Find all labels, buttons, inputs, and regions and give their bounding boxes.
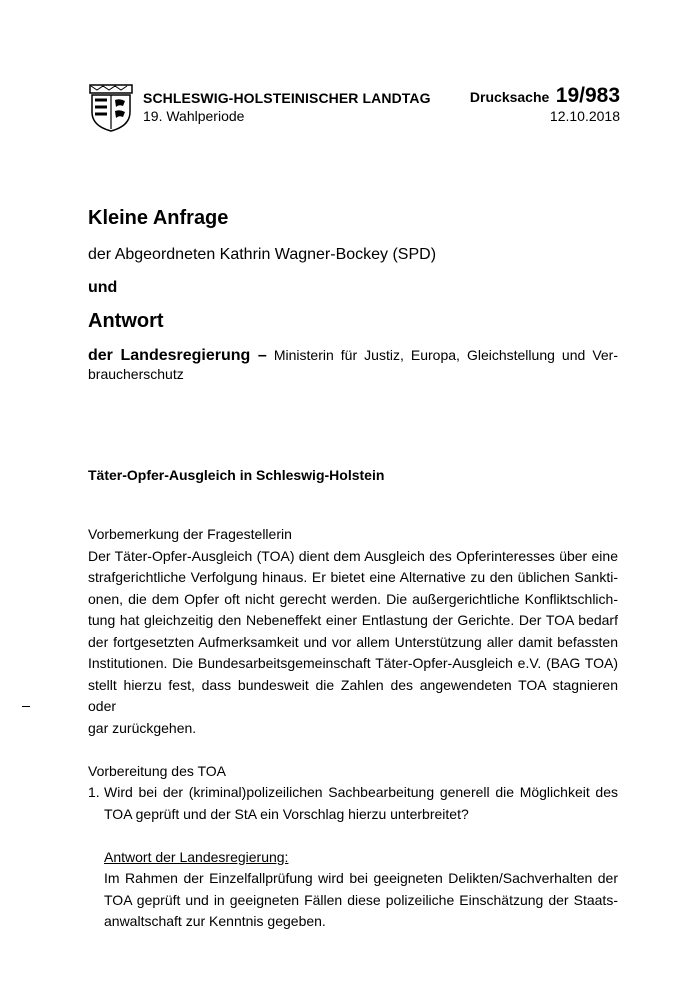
question-number: 1. <box>88 784 100 800</box>
coat-of-arms-icon <box>89 84 133 132</box>
section-heading: Vorbereitung des TOA <box>88 762 227 779</box>
antwort-heading: Antwort <box>88 310 164 332</box>
answer-block <box>88 847 618 933</box>
vorbemerkung-line: strafgerichtliche Verfolgung hinaus. Er bietet eine Alternative zu den üblichen Sankti- <box>88 569 618 585</box>
answer-heading: Antwort der Landesregierung: <box>104 848 289 865</box>
question-line: Wird bei der (kriminal)polizeilichen Sachbearbeitung generell die Möglichkeit des <box>104 784 618 800</box>
question-1 <box>88 782 618 825</box>
drucksache-number: 19/983 <box>555 84 620 107</box>
drucksache-number-block <box>470 84 620 108</box>
vorbemerkung-line: onen, die dem Opfer oft nicht gerecht werden. Die außergerichtliche Konfliktschlich- <box>88 590 618 607</box>
drucksache-label: Drucksache <box>469 89 550 105</box>
answer-line: TOA geprüft und in geeigneten Fällen diese polizeiliche Einschätzung der Staats- <box>104 891 618 908</box>
ministry-line-1: Ministerin für Justiz, Europa, Gleichstellung und Ver- <box>273 347 619 363</box>
parliament-name: SCHLESWIG-HOLSTEINISCHER LANDTAG <box>143 90 431 106</box>
vorbemerkung-line: Der Täter-Opfer-Ausgleich (TOA) dient dem Ausgleich des Opferinteresses über eine <box>88 547 618 564</box>
vorbemerkung-line: stellt hierzu fest, dass bundesweit die Zahlen des angewendeten TOA stagnieren oder <box>88 676 618 714</box>
author-line: der Abgeordneten Kathrin Wagner-Bockey (SPD) <box>88 246 437 263</box>
vorbemerkung-line: der fortgesetzten Aufmerksamkeit und vor allem Unterstützung aller damit befassten <box>88 633 618 650</box>
answer-line: anwaltschaft zur Kenntnis gegeben. <box>104 913 326 929</box>
margin-mark <box>22 706 30 707</box>
legislative-period: 19. Wahlperiode <box>143 108 245 124</box>
kleine-anfrage-heading: Kleine Anfrage <box>88 207 229 229</box>
question-line: TOA geprüft und der StA ein Vorschlag hierzu unterbreitet? <box>104 805 469 822</box>
vorbemerkung-last-line: gar zurückgehen. <box>88 719 197 736</box>
answer-line: Im Rahmen der Einzelfallprüfung wird bei geeigneten Delikten/Sachverhalten der <box>104 870 618 886</box>
und-label: und <box>88 279 118 296</box>
document-date: 12.10.2018 <box>549 108 620 124</box>
landesregierung-label: der Landesregierung – <box>88 347 267 364</box>
ministry-line-2: braucherschutz <box>88 366 184 382</box>
vorbemerkung-heading: Vorbemerkung der Fragestellerin <box>88 526 292 542</box>
subject-title: Täter-Opfer-Ausgleich in Schleswig-Holstein <box>88 467 385 483</box>
vorbemerkung-line: tung hat gleichzeitig den Nebeneffekt einer Entlastung der Gerichte. Der TOA bedarf <box>88 612 618 628</box>
document-body <box>88 524 618 933</box>
vorbemerkung-line: Institutionen. Die Bundesarbeitsgemeinschaft Täter-Opfer-Ausgleich e.V. (BAG TOA) <box>88 655 618 671</box>
responding-ministry <box>88 346 618 384</box>
